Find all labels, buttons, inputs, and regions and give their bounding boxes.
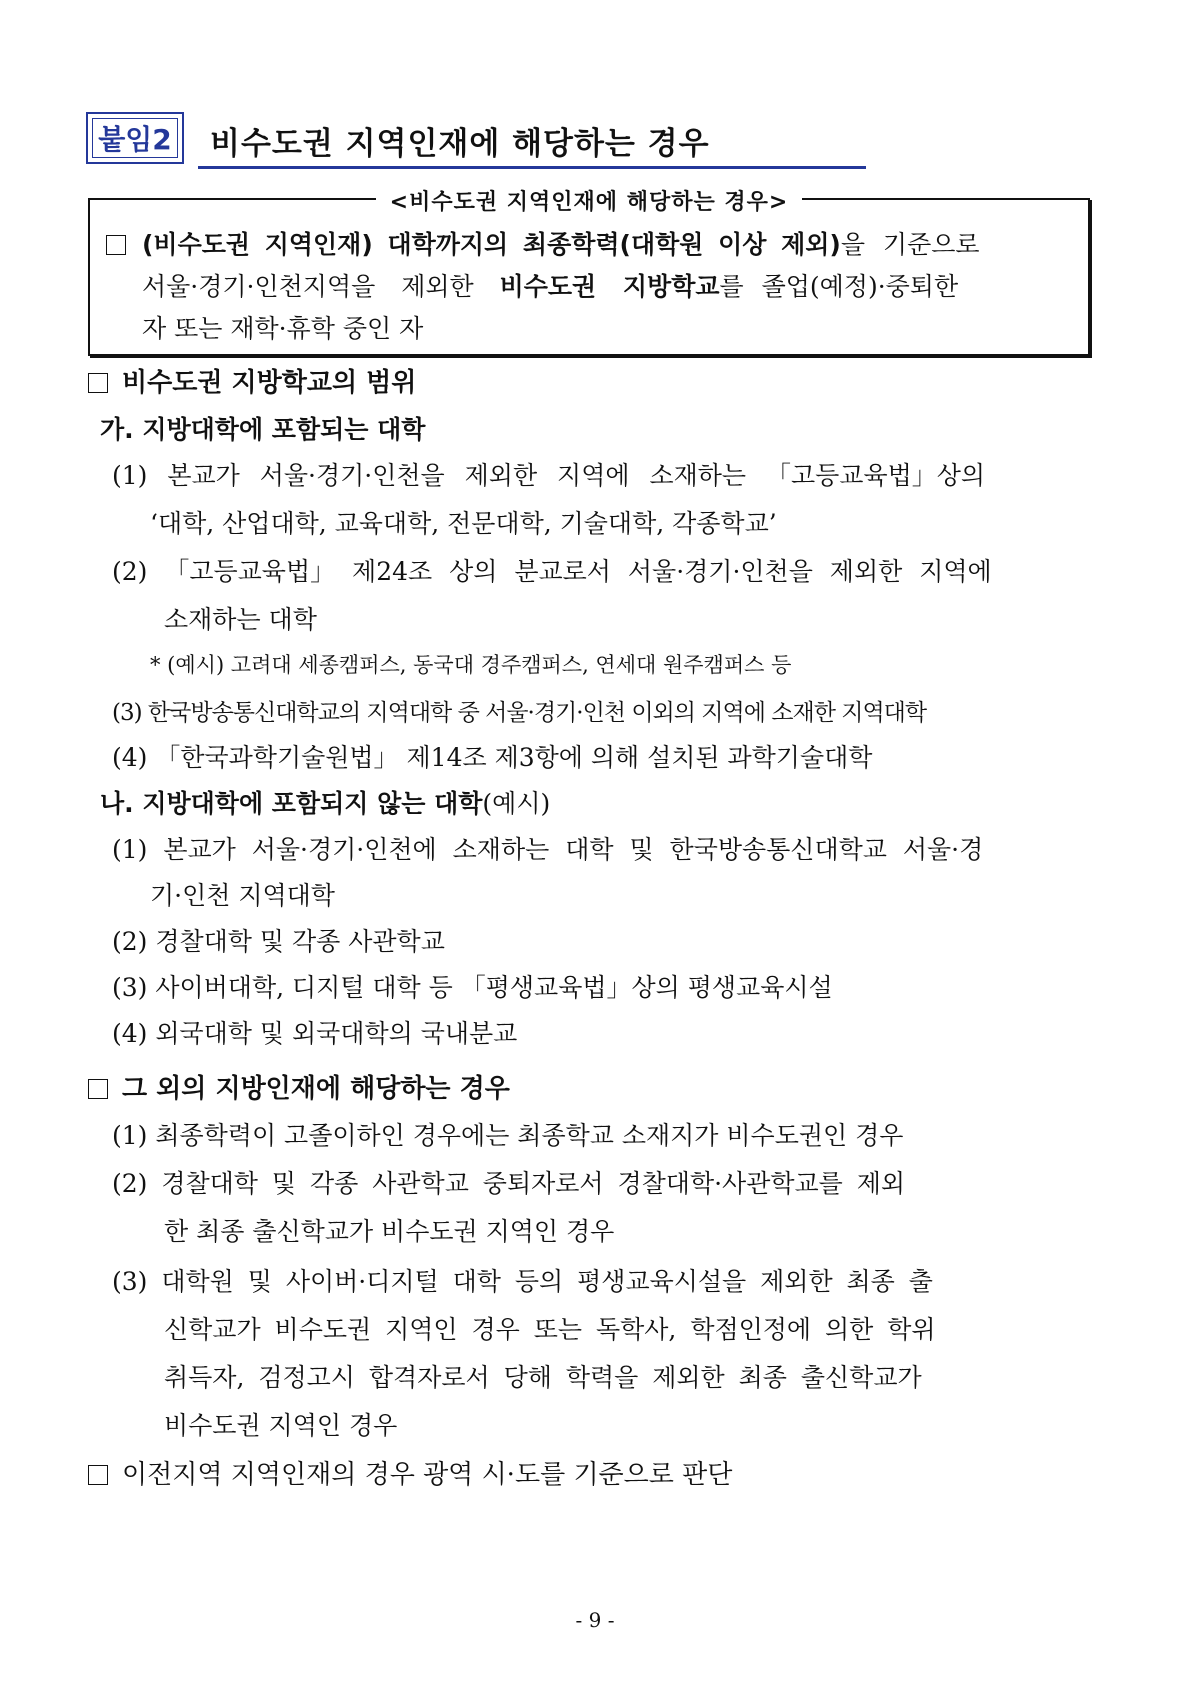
- checkbox-icon: [88, 1465, 108, 1485]
- title-underline: [198, 166, 866, 169]
- section1-heading: 비수도권 지방학교의 범위: [88, 362, 416, 399]
- list-item: 신학교가 비수도권 지역인 경우 또는 독학사, 학점인정에 의한 학위: [164, 1315, 936, 1344]
- section1-a-heading: 가. 지방대학에 포함되는 대학: [100, 415, 426, 444]
- summary-bold-criteria: (비수도권 지역인재) 대학까지의 최종학력(대학원 이상 제외): [142, 230, 841, 259]
- page-number: - 9 -: [575, 1608, 615, 1632]
- checkbox-icon: [106, 224, 142, 266]
- list-item: 비수도권 지역인 경우: [164, 1411, 398, 1440]
- section2-heading: 그 외의 지방인재에 해당하는 경우: [88, 1068, 510, 1105]
- summary-caption-text: <비수도권 지역인재에 해당하는 경우>: [376, 190, 803, 215]
- checkbox-icon: [88, 1079, 108, 1099]
- list-item: 기·인천 지역대학: [150, 881, 335, 910]
- checkbox-icon: [88, 373, 108, 393]
- list-item: (1) 최종학력이 고졸이하인 경우에는 최종학교 소재지가 비수도권인 경우: [112, 1121, 904, 1150]
- list-note: * (예시) 고려대 세종캠퍼스, 동국대 경주캠퍼스, 연세대 원주캠퍼스 등: [150, 653, 792, 677]
- list-item: (3) 사이버대학, 디지털 대학 등 「평생교육법」상의 평생교육시설: [112, 973, 833, 1002]
- list-item: (1) 본교가 서울·경기·인천을 제외한 지역에 소재하는 「고등교육법」상의: [112, 461, 986, 490]
- section1-b-heading: 나. 지방대학에 포함되지 않는 대학(예시): [100, 789, 551, 818]
- list-item: (3) 대학원 및 사이버·디지털 대학 등의 평생교육시설을 제외한 최종 출: [112, 1267, 933, 1296]
- list-item: 한 최종 출신학교가 비수도권 지역인 경우: [164, 1217, 615, 1246]
- summary-text-criteria: 을 기준으로: [840, 230, 980, 259]
- list-item: (4) 외국대학 및 외국대학의 국내분교: [112, 1019, 518, 1048]
- list-item: (4) 「한국과학기술원법」 제14조 제3항에 의해 설치된 과학기술대학: [112, 743, 873, 772]
- summary-caption: [90, 185, 1088, 216]
- title-row: [86, 112, 786, 168]
- summary-bold-region: 비수도권 지방학교: [499, 272, 720, 301]
- list-item: (2) 경찰대학 및 각종 사관학교: [112, 927, 445, 956]
- list-item: 소재하는 대학: [164, 605, 317, 634]
- section3-heading: 이전지역 지역인재의 경우 광역 시·도를 기준으로 판단: [88, 1454, 732, 1491]
- page-title: 비수도권 지역인재에 해당하는 경우: [210, 126, 710, 162]
- list-item: (1) 본교가 서울·경기·인천에 소재하는 대학 및 한국방송통신대학교 서울·경: [112, 835, 984, 864]
- list-item: (2) 경찰대학 및 각종 사관학교 중퇴자로서 경찰대학·사관학교를 제외: [112, 1169, 906, 1198]
- attachment-badge-label: 붙임2: [98, 123, 172, 156]
- summary-body: [106, 224, 1072, 350]
- attachment-badge: [86, 112, 184, 164]
- list-item: 취득자, 검정고시 합격자로서 당해 학력을 제외한 최종 출신학교가: [164, 1363, 922, 1392]
- summary-line-2: 서울·경기·인천지역을 제외한 비수도권 지방학교를 졸업(예정)·중퇴한: [142, 272, 959, 301]
- summary-line-3: 자 또는 재학·휴학 중인 자: [142, 314, 424, 343]
- list-item: (2) 「고등교육법」 제24조 상의 분교로서 서울·경기·인천을 제외한 지역에: [112, 557, 992, 586]
- list-item: (3) 한국방송통신대학교의 지역대학 중 서울·경기·인천 이외의 지역에 소재한 지역대학: [112, 700, 927, 726]
- summary-box: [88, 190, 1090, 356]
- list-item: ‘대학, 산업대학, 교육대학, 전문대학, 기술대학, 각종학교’: [150, 509, 777, 538]
